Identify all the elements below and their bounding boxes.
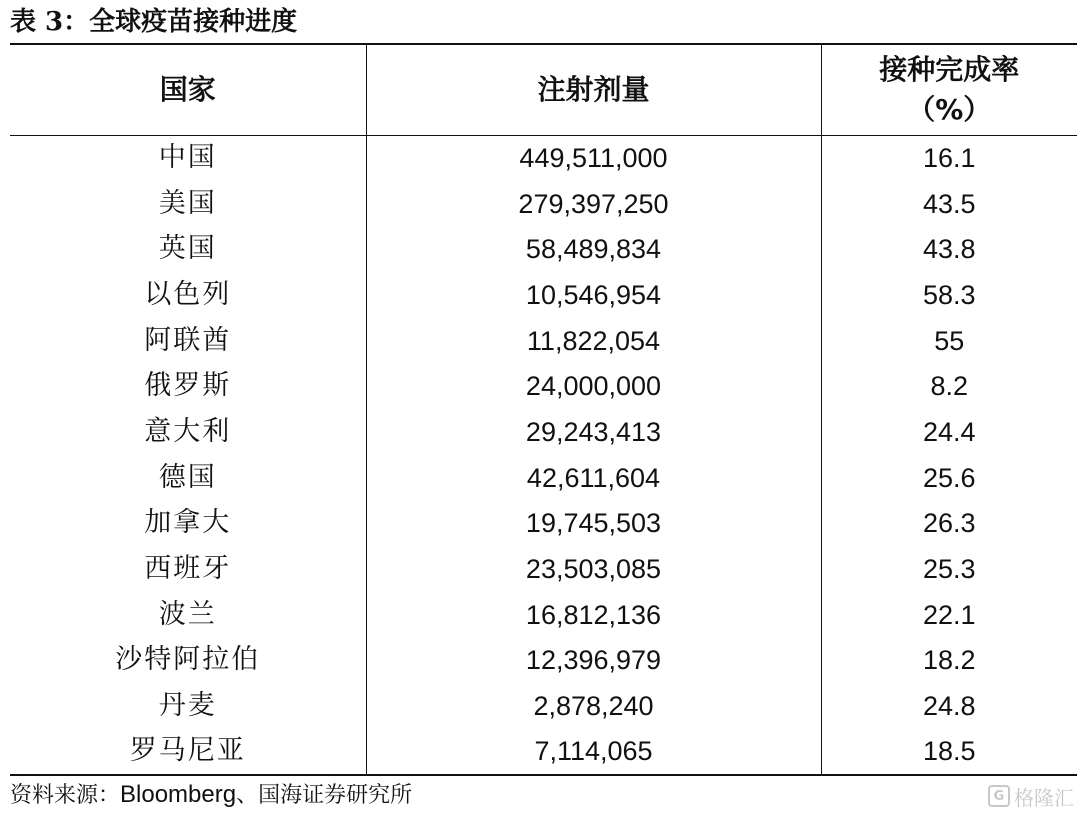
country-cell: 西班牙 [144,553,232,585]
header-rate [821,44,1077,135]
doses-cell: 58,489,834 [366,226,821,272]
doses-cell: 2,878,240 [366,683,821,729]
table-row [10,546,1077,592]
country-cell: 波兰 [158,598,217,630]
header-country: 国家 [10,44,366,135]
rate-cell: 16.1 [821,135,1077,181]
table-row [10,318,1077,364]
table-header-row [10,44,1077,135]
rate-cell: 18.5 [821,729,1077,775]
doses-cell: 24,000,000 [366,363,821,409]
doses-cell: 11,822,054 [366,318,821,364]
gelonghui-logo-icon: G [988,785,1010,807]
table-row [10,729,1077,775]
table-row [10,272,1077,318]
source-note [10,780,412,810]
country-cell: 俄罗斯 [144,370,232,402]
table-row [10,363,1077,409]
rate-cell: 58.3 [821,272,1077,318]
table-title: 表 3：全球疫苗接种进度 [10,7,298,37]
table-row [10,501,1077,547]
source-prefix: 资料来源： [10,783,121,808]
doses-cell: 449,511,000 [366,135,821,181]
table-row [10,592,1077,638]
doses-cell: 7,114,065 [366,729,821,775]
rate-cell: 43.8 [821,226,1077,272]
table-row [10,409,1077,455]
table-row [10,683,1077,729]
country-cell: 阿联酋 [144,324,232,356]
country-cell: 以色列 [144,278,232,310]
header-rate-line2: （%） [907,92,992,126]
watermark-text: 格隆汇 [1014,785,1074,810]
table-row [10,226,1077,272]
header-doses: 注射剂量 [366,44,821,135]
source-suffix: 、国海证券研究所 [236,783,413,808]
doses-cell: 12,396,979 [366,638,821,684]
country-cell: 英国 [158,233,217,265]
rate-cell: 26.3 [821,501,1077,547]
doses-cell: 42,611,604 [366,455,821,501]
doses-cell: 10,546,954 [366,272,821,318]
watermark [988,782,1074,810]
rate-cell: 25.3 [821,546,1077,592]
table-row [10,455,1077,501]
doses-cell: 279,397,250 [366,181,821,227]
rate-cell: 24.8 [821,683,1077,729]
country-cell: 沙特阿拉伯 [115,644,261,676]
rate-cell: 25.6 [821,455,1077,501]
country-cell: 德国 [158,461,217,493]
rate-cell: 43.5 [821,181,1077,227]
rate-cell: 22.1 [821,592,1077,638]
table-body [10,135,1077,775]
doses-cell: 19,745,503 [366,501,821,547]
doses-cell: 23,503,085 [366,546,821,592]
doses-cell: 16,812,136 [366,592,821,638]
country-cell: 意大利 [144,415,232,447]
doses-cell: 29,243,413 [366,409,821,455]
country-cell: 加拿大 [144,507,232,539]
table-row [10,638,1077,684]
country-cell: 丹麦 [158,690,217,722]
vaccination-table [10,43,1077,776]
country-cell: 美国 [158,187,217,219]
country-cell: 罗马尼亚 [10,729,366,775]
rate-cell: 18.2 [821,638,1077,684]
rate-cell: 55 [821,318,1077,364]
country-cell: 中国 [158,142,217,174]
table-row [10,181,1077,227]
table-row [10,135,1077,181]
rate-cell: 8.2 [821,363,1077,409]
rate-cell: 24.4 [821,409,1077,455]
header-rate-line1: 接种完成率 [879,52,1020,86]
source-bloomberg: Bloomberg [120,781,237,808]
